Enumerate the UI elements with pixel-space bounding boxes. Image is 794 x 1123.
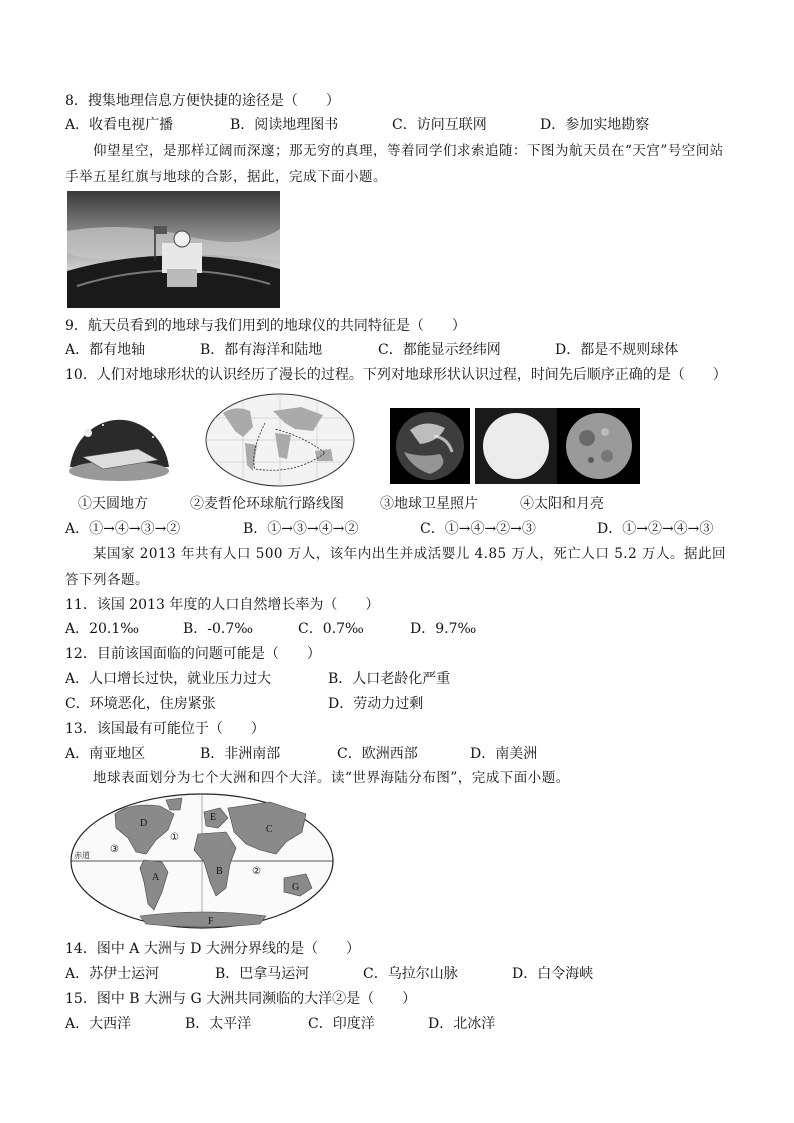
figure-caption-3: ③地球卫星照片 — [380, 496, 478, 512]
q8-option-c: C．访问互联网 — [392, 117, 487, 133]
q10-option-b: B．①→③→④→② — [243, 521, 359, 537]
q15-option-a: A．大西洋 — [65, 1016, 132, 1032]
q14-option-b: B．巴拿马运河 — [215, 966, 310, 982]
q13-option-c: C．欧洲西部 — [337, 746, 418, 762]
world-land-sea-map — [70, 792, 334, 930]
astronaut-photo — [67, 191, 280, 308]
map-label-equator: 赤道 — [74, 851, 90, 860]
q15-option-b: B．太平洋 — [185, 1016, 252, 1032]
q10-option-a: A．①→④→③→② — [65, 521, 181, 537]
q14-option-c: C．乌拉尔山脉 — [363, 966, 458, 982]
q9-option-d: D．都是不规则球体 — [555, 342, 679, 358]
question-9-stem: 9．航天员看到的地球与我们用到的地球仪的共同特征是（ ） — [65, 318, 466, 334]
question-14-stem: 14．图中 A 大洲与 D 大洲分界线的是（ ） — [65, 941, 360, 957]
satellite-earth-photo — [390, 408, 470, 484]
q8-option-d: D．参加实地勘察 — [540, 117, 650, 133]
q10-option-c: C．①→④→②→③ — [420, 521, 536, 537]
sun-and-moon-photo — [475, 408, 640, 484]
q11-option-b: B．-0.7‰ — [183, 621, 254, 637]
map-label-ocean-1: ① — [170, 832, 179, 843]
map-label-e: E — [210, 812, 217, 823]
question-11-stem: 11．该国 2013 年度的人口自然增长率为（ ） — [65, 597, 380, 613]
map-label-b: B — [216, 866, 223, 877]
q13-option-a: A．南亚地区 — [65, 746, 146, 762]
magellan-route-map — [205, 393, 355, 488]
round-sky-square-earth-figure — [68, 405, 171, 483]
map-label-ocean-3: ③ — [110, 844, 119, 855]
q9-option-c: C．都能显示经纬网 — [378, 342, 501, 358]
map-label-a: A — [152, 872, 160, 883]
q8-option-a: A．收看电视广播 — [65, 117, 174, 133]
map-label-g: G — [292, 882, 300, 893]
q11-option-d: D．9.7‰ — [410, 621, 477, 637]
q15-option-d: D．北冰洋 — [428, 1016, 496, 1032]
q9-option-a: A．都有地轴 — [65, 342, 146, 358]
continent-f-shape — [140, 912, 266, 927]
intro-paragraph-q11: 某国家 2013 年共有人口 500 万人，该年内出生并成活婴儿 4.85 万人，死亡人口 5.2 万人。据此回答下列各题。 — [65, 546, 726, 588]
q9-option-b: B．都有海洋和陆地 — [200, 342, 323, 358]
intro-paragraph-q14: 地球表面划分为七个大洲和四个大洋。读“世界海陆分布图”，完成下面小题。 — [93, 770, 570, 786]
q12-option-b: B．人口老龄化严重 — [328, 671, 451, 687]
question-8-stem: 8．搜集地理信息方便快捷的途径是（ ） — [65, 93, 340, 109]
q8-option-b: B．阅读地理图书 — [230, 117, 339, 133]
q14-option-d: D．白令海峡 — [512, 966, 594, 982]
figure-caption-2: ②麦哲伦环球航行路线图 — [190, 496, 344, 512]
q13-option-d: D．南美洲 — [470, 746, 538, 762]
question-15-stem: 15．图中 B 大洲与 G 大洲共同濒临的大洋②是（ ） — [65, 991, 417, 1007]
intro-paragraph-q9: 仰望星空，是那样辽阔而深邃；那无穷的真理，等着同学们求索追随：下图为航天员在“天宫”号空间站手举五星红旗与地球的合影，据此，完成下面小题。 — [65, 143, 724, 185]
q15-option-c: C．印度洋 — [308, 1016, 375, 1032]
q10-option-d: D．①→②→④→③ — [597, 521, 714, 537]
question-10-stem: 10．人们对地球形状的认识经历了漫长的过程。下列对地球形状认识过程，时间先后顺序正确的是（ ） — [65, 367, 727, 383]
figure-caption-1: ①天圆地方 — [78, 496, 148, 512]
q12-option-d: D．劳动力过剩 — [328, 696, 424, 712]
q12-option-c: C．环境恶化，住房紧张 — [65, 696, 216, 712]
map-label-f: F — [208, 916, 214, 927]
map-label-c: C — [266, 824, 273, 835]
map-label-ocean-2: ② — [252, 866, 261, 877]
figure-caption-4: ④太阳和月亮 — [520, 496, 604, 512]
q11-option-c: C．0.7‰ — [298, 621, 364, 637]
q11-option-a: A．20.1‰ — [65, 621, 140, 637]
q14-option-a: A．苏伊士运河 — [65, 966, 160, 982]
q13-option-b: B．非洲南部 — [200, 746, 281, 762]
q12-option-a: A．人口增长过快，就业压力过大 — [65, 671, 272, 687]
question-13-stem: 13．该国最有可能位于（ ） — [65, 721, 265, 737]
map-label-d: D — [140, 818, 148, 829]
question-12-stem: 12．目前该国面临的问题可能是（ ） — [65, 646, 321, 662]
